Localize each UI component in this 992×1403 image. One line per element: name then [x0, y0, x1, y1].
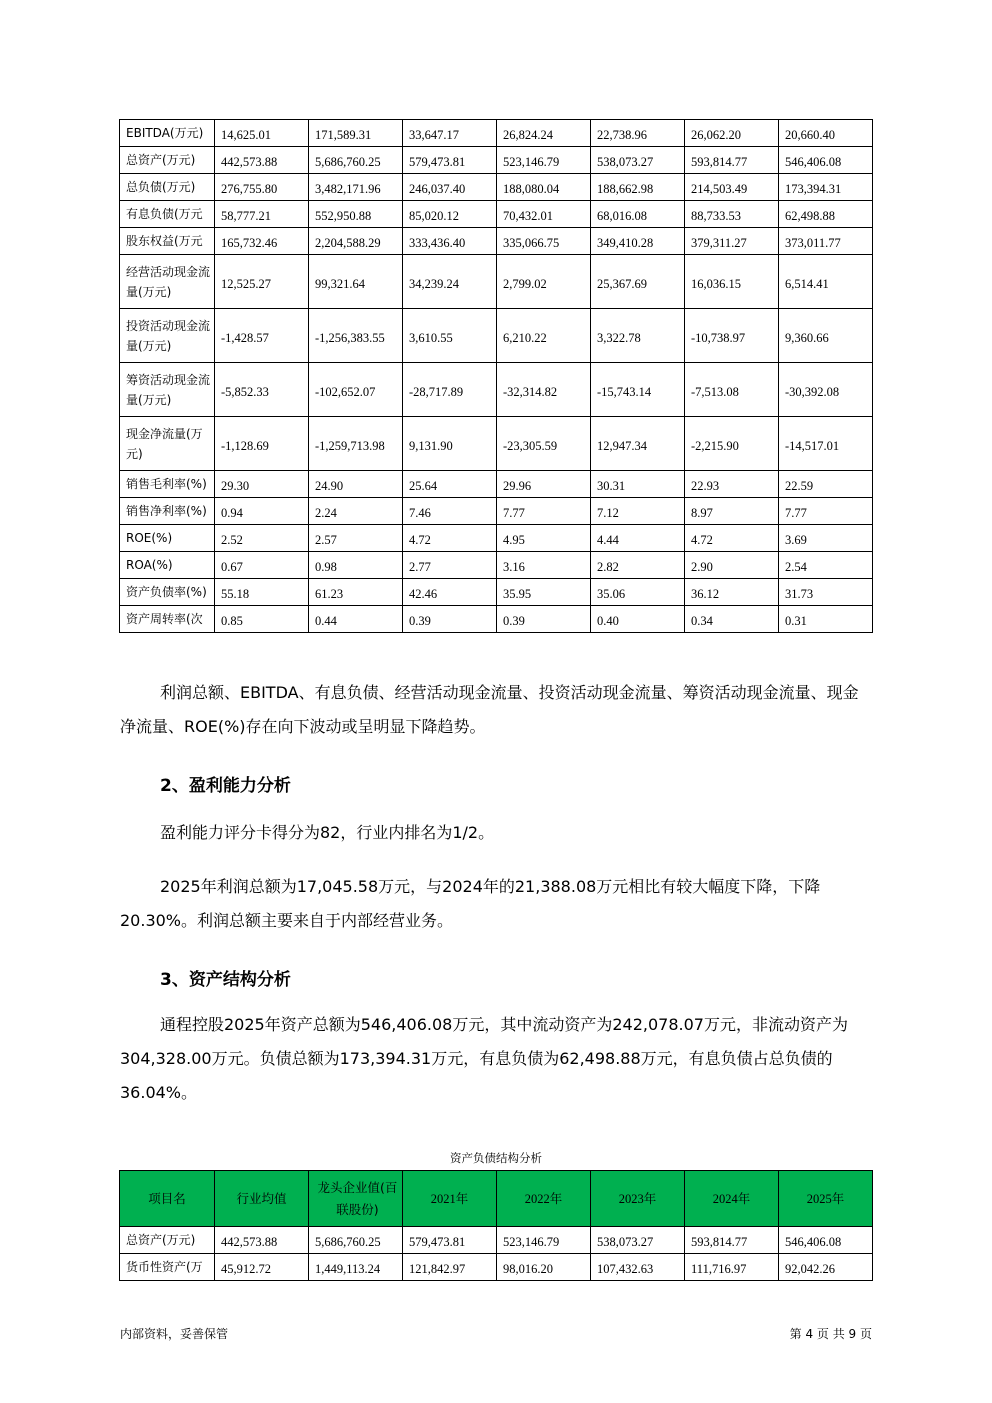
table-cell: -7,513.08: [685, 363, 779, 417]
table-cell: 29.30: [215, 471, 309, 498]
table-caption: 资产负债结构分析: [450, 1151, 542, 1165]
table-cell: 7.46: [403, 498, 497, 525]
table-cell: 45,912.72: [215, 1254, 309, 1281]
table-cell: 0.34: [685, 606, 779, 633]
table-cell: 593,814.77: [685, 147, 779, 174]
table-cell: 26,824.24: [497, 120, 591, 147]
table-cell: 373,011.77: [779, 228, 873, 255]
row-label: 总资产(万元): [120, 147, 215, 174]
table-cell: 2.82: [591, 552, 685, 579]
table-cell: 3,610.55: [403, 309, 497, 363]
table-cell: 379,311.27: [685, 228, 779, 255]
table-cell: 25.64: [403, 471, 497, 498]
table-cell: -1,256,383.55: [309, 309, 403, 363]
table-cell: 1,449,113.24: [309, 1254, 403, 1281]
table-row: [120, 201, 873, 228]
table-cell: 30.31: [591, 471, 685, 498]
table-cell: 552,950.88: [309, 201, 403, 228]
table-cell: 121,842.97: [403, 1254, 497, 1281]
table-cell: 26,062.20: [685, 120, 779, 147]
table-cell: 4.72: [403, 525, 497, 552]
table-cell: 35.06: [591, 579, 685, 606]
table-cell: 246,037.40: [403, 174, 497, 201]
table-row: [120, 309, 873, 363]
table-cell: -1,128.69: [215, 417, 309, 471]
table-row: [120, 525, 873, 552]
table-cell: 61.23: [309, 579, 403, 606]
column-header: 2022年: [497, 1171, 591, 1227]
row-label: 货币性资产(万: [120, 1254, 215, 1281]
table-cell: 523,146.79: [497, 1227, 591, 1254]
table-cell: 0.98: [309, 552, 403, 579]
table-cell: 0.40: [591, 606, 685, 633]
table-cell: 85,020.12: [403, 201, 497, 228]
table-cell: -10,738.97: [685, 309, 779, 363]
table-cell: -30,392.08: [779, 363, 873, 417]
table-cell: 2.54: [779, 552, 873, 579]
table-cell: 12,947.34: [591, 417, 685, 471]
column-header: 项目名: [120, 1171, 215, 1227]
table-cell: -15,743.14: [591, 363, 685, 417]
row-label: 经营活动现金流量(万元): [120, 255, 215, 309]
column-header: 2024年: [685, 1171, 779, 1227]
table-cell: 98,016.20: [497, 1254, 591, 1281]
table-cell: 34,239.24: [403, 255, 497, 309]
row-label: 总资产(万元): [120, 1227, 215, 1254]
row-label: 销售毛利率(%): [120, 471, 215, 498]
table-row: [120, 606, 873, 633]
table-cell: 579,473.81: [403, 147, 497, 174]
row-label: 资产周转率(次: [120, 606, 215, 633]
table-cell: 2.77: [403, 552, 497, 579]
row-label: 投资活动现金流量(万元): [120, 309, 215, 363]
table-cell: 2.90: [685, 552, 779, 579]
table-cell: 165,732.46: [215, 228, 309, 255]
table-cell: 173,394.31: [779, 174, 873, 201]
table-cell: 442,573.88: [215, 1227, 309, 1254]
footer-page-number: 第 4 页 共 9 页: [789, 1327, 872, 1341]
table-row: [120, 471, 873, 498]
table-cell: 62,498.88: [779, 201, 873, 228]
table-cell: 0.44: [309, 606, 403, 633]
table-row: [120, 147, 873, 174]
table-cell: 92,042.26: [779, 1254, 873, 1281]
table-cell: 9,360.66: [779, 309, 873, 363]
table-cell: 2,799.02: [497, 255, 591, 309]
table-row: [120, 579, 873, 606]
table-cell: 0.31: [779, 606, 873, 633]
table-row: [120, 1254, 873, 1281]
column-header: 2025年: [779, 1171, 873, 1227]
table-cell: 546,406.08: [779, 1227, 873, 1254]
asset-section-heading: 3、资产结构分析: [160, 970, 291, 990]
table-cell: 8.97: [685, 498, 779, 525]
table-cell: 335,066.75: [497, 228, 591, 255]
table-cell: 276,755.80: [215, 174, 309, 201]
table-cell: 3.16: [497, 552, 591, 579]
table-cell: -23,305.59: [497, 417, 591, 471]
row-label: 资产负债率(%): [120, 579, 215, 606]
table-row: [120, 363, 873, 417]
table-cell: 25,367.69: [591, 255, 685, 309]
table-cell: 5,686,760.25: [309, 1227, 403, 1254]
table-cell: 593,814.77: [685, 1227, 779, 1254]
column-header: 龙头企业值(百联股份): [309, 1171, 403, 1227]
table-cell: 442,573.88: [215, 147, 309, 174]
table-cell: 171,589.31: [309, 120, 403, 147]
row-label: ROA(%): [120, 552, 215, 579]
table-cell: -14,517.01: [779, 417, 873, 471]
table-cell: 55.18: [215, 579, 309, 606]
table-cell: -102,652.07: [309, 363, 403, 417]
table-row: [120, 552, 873, 579]
table-cell: 2.52: [215, 525, 309, 552]
table-cell: 214,503.49: [685, 174, 779, 201]
score-paragraph: 盈利能力评分卡得分为82，行业内排名为1/2。: [160, 823, 495, 842]
balance-sheet-structure-table: [119, 1170, 873, 1281]
trend-paragraph: 利润总额、EBITDA、有息负债、经营活动现金流量、投资活动现金流量、筹资活动现金流量、现金净流量、ROE(%)存在向下波动或呈明显下降趋势。: [120, 683, 859, 736]
table-cell: 3.69: [779, 525, 873, 552]
table-cell: 523,146.79: [497, 147, 591, 174]
table-row: [120, 498, 873, 525]
table-row: [120, 417, 873, 471]
table-row: [120, 1227, 873, 1254]
row-label: 总负债(万元): [120, 174, 215, 201]
table-cell: 538,073.27: [591, 147, 685, 174]
table-cell: -5,852.33: [215, 363, 309, 417]
table-cell: 20,660.40: [779, 120, 873, 147]
table-cell: 0.39: [497, 606, 591, 633]
table-cell: 2.57: [309, 525, 403, 552]
table-cell: 3,482,171.96: [309, 174, 403, 201]
table-row: [120, 120, 873, 147]
column-header: 2021年: [403, 1171, 497, 1227]
table-cell: 70,432.01: [497, 201, 591, 228]
table-cell: 0.85: [215, 606, 309, 633]
table-cell: 36.12: [685, 579, 779, 606]
profit-section-heading: 2、盈利能力分析: [160, 776, 291, 796]
table-cell: 58,777.21: [215, 201, 309, 228]
row-label: 销售净利率(%): [120, 498, 215, 525]
table-cell: 22.93: [685, 471, 779, 498]
table-cell: 2.24: [309, 498, 403, 525]
column-header: 2023年: [591, 1171, 685, 1227]
row-label: EBITDA(万元): [120, 120, 215, 147]
table-cell: 88,733.53: [685, 201, 779, 228]
table-cell: 0.67: [215, 552, 309, 579]
table-cell: 333,436.40: [403, 228, 497, 255]
table-cell: 538,073.27: [591, 1227, 685, 1254]
table-cell: 42.46: [403, 579, 497, 606]
table-cell: 2,204,588.29: [309, 228, 403, 255]
table-cell: 16,036.15: [685, 255, 779, 309]
table-cell: 6,514.41: [779, 255, 873, 309]
table-cell: 5,686,760.25: [309, 147, 403, 174]
column-header: 行业均值: [215, 1171, 309, 1227]
table-cell: -1,428.57: [215, 309, 309, 363]
table-cell: 111,716.97: [685, 1254, 779, 1281]
table-cell: 29.96: [497, 471, 591, 498]
table-cell: 33,647.17: [403, 120, 497, 147]
table-cell: 24.90: [309, 471, 403, 498]
financial-indicators-table: [119, 119, 873, 633]
table-cell: 14,625.01: [215, 120, 309, 147]
table-cell: 7.77: [497, 498, 591, 525]
table-cell: 4.44: [591, 525, 685, 552]
row-label: 股东权益(万元: [120, 228, 215, 255]
asset-paragraph: 通程控股2025年资产总额为546,406.08万元，其中流动资产为242,078.07万元，非流动资产为304,328.00万元。负债总额为173,394.31万元，有息负债为62,498.88万元，有息负债占总负债的36.04%。: [120, 1015, 848, 1102]
table-cell: -32,314.82: [497, 363, 591, 417]
table-cell: 188,662.98: [591, 174, 685, 201]
table-row: [120, 174, 873, 201]
table-cell: 349,410.28: [591, 228, 685, 255]
footer-confidential: 内部资料，妥善保管: [120, 1327, 229, 1341]
table-cell: 12,525.27: [215, 255, 309, 309]
table-cell: 546,406.08: [779, 147, 873, 174]
table-cell: 7.77: [779, 498, 873, 525]
table-cell: 4.72: [685, 525, 779, 552]
row-label: ROE(%): [120, 525, 215, 552]
table-cell: -1,259,713.98: [309, 417, 403, 471]
table-row: [120, 228, 873, 255]
table-cell: -2,215.90: [685, 417, 779, 471]
table-cell: 0.94: [215, 498, 309, 525]
table-cell: 107,432.63: [591, 1254, 685, 1281]
table-cell: 22.59: [779, 471, 873, 498]
table-cell: 68,016.08: [591, 201, 685, 228]
row-label: 现金净流量(万元): [120, 417, 215, 471]
row-label: 筹资活动现金流量(万元): [120, 363, 215, 417]
table-cell: 4.95: [497, 525, 591, 552]
table-row: [120, 255, 873, 309]
table-cell: 99,321.64: [309, 255, 403, 309]
table-cell: 188,080.04: [497, 174, 591, 201]
table-cell: 31.73: [779, 579, 873, 606]
table-cell: 6,210.22: [497, 309, 591, 363]
table-cell: -28,717.89: [403, 363, 497, 417]
table-cell: 579,473.81: [403, 1227, 497, 1254]
table-cell: 0.39: [403, 606, 497, 633]
table-cell: 9,131.90: [403, 417, 497, 471]
row-label: 有息负债(万元: [120, 201, 215, 228]
table-cell: 35.95: [497, 579, 591, 606]
table-cell: 3,322.78: [591, 309, 685, 363]
table-cell: 22,738.96: [591, 120, 685, 147]
profit-paragraph: 2025年利润总额为17,045.58万元，与2024年的21,388.08万元相比有较大幅度下降，下降20.30%。利润总额主要来自于内部经营业务。: [120, 877, 821, 930]
table-cell: 7.12: [591, 498, 685, 525]
